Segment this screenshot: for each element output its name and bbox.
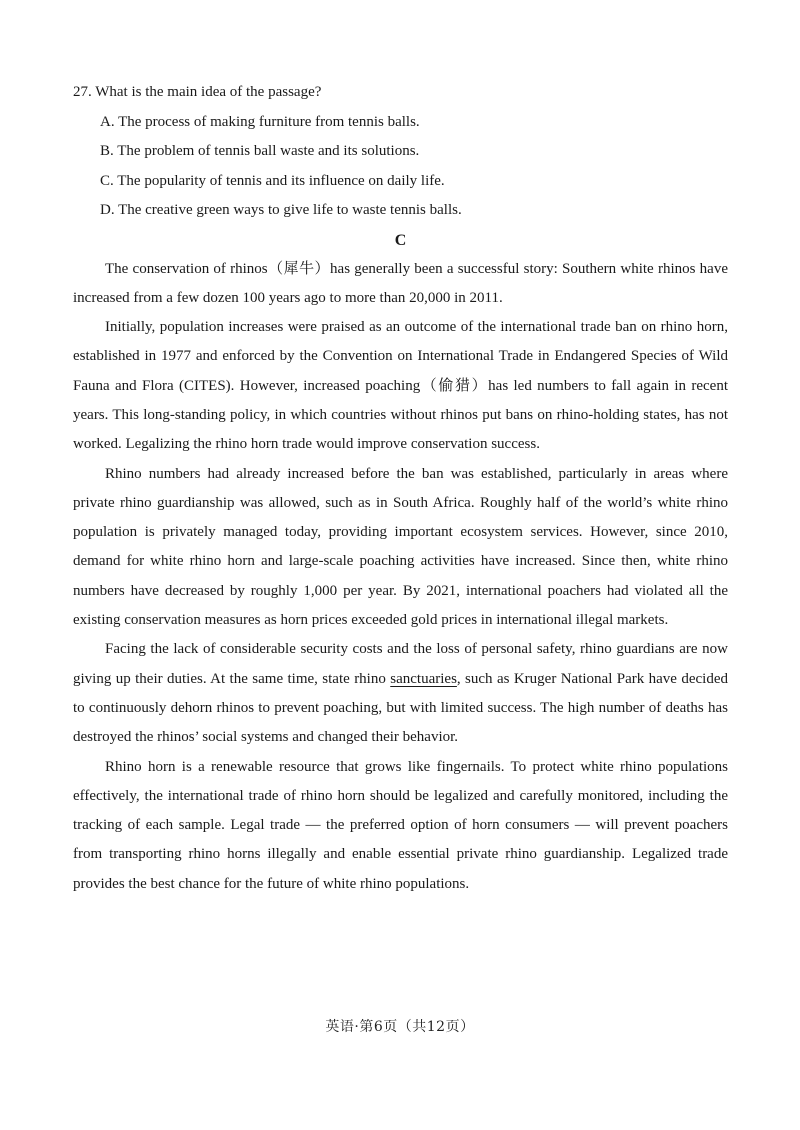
- question-27: [73, 78, 728, 226]
- option-b: [73, 137, 728, 167]
- underlined-word-sanctuaries: sanctuaries: [390, 670, 457, 687]
- option-text: The creative green ways to give life to waste tennis balls.: [118, 202, 462, 218]
- question-text: What is the main idea of the passage?: [95, 84, 322, 100]
- paragraph-4-after: , such as Kruger National Park have decided to continuously dehorn rhinos to prevent poaching, but with limited success. The high number of deaths has destroyed the rhinos’ social systems and changed their behavior.: [73, 670, 729, 746]
- paragraph-1: The conservation of rhinos（犀牛）has generally been a successful story: Southern white rhinos have increased from a few dozen 100 years ago to more than 20,000 in 2011.: [73, 260, 728, 306]
- option-label: A.: [100, 113, 115, 130]
- page-footer: 英语·第6页（共12页）: [325, 1019, 475, 1035]
- option-label: C.: [100, 172, 114, 189]
- question-stem: [73, 78, 728, 108]
- paragraph-5: Rhino horn is a renewable resource that grows like fingernails. To protect white rhino populations effectively, the international trade of rhino horn should be legalized and carefully monitored, including the tracking of each sample. Legal trade — the preferred option of horn consumers — will prevent poachers from transporting rhino horns illegally and enable essential private rhino guardianship. Legalized trade provides the best chance for the future of white rhino populations.: [73, 758, 728, 892]
- option-a: [73, 108, 728, 138]
- option-label: D.: [100, 202, 115, 218]
- option-text: The process of making furniture from tennis balls.: [118, 113, 420, 130]
- option-text: The popularity of tennis and its influence on daily life.: [117, 172, 445, 189]
- option-d: [73, 196, 728, 226]
- question-number: 27.: [73, 84, 92, 100]
- option-label: B.: [100, 143, 114, 159]
- passage-section-heading: C: [394, 231, 407, 249]
- option-text: The problem of tennis ball waste and its solutions.: [117, 143, 420, 159]
- paragraph-3: Rhino numbers had already increased before the ban was established, particularly in areas where private rhino guardianship was allowed, such as in South Africa. Roughly half of the world’s white rhino population is privately managed today, providing important ecosystem services. However, since 2010, demand for white rhino horn and large-scale poaching activities have increased. Since then, white rhino numbers have decreased by roughly 1,000 per year. By 2021, international poachers had violated all the existing conservation measures as horn prices exceeded gold prices in international illegal markets.: [73, 465, 728, 629]
- paragraph-4-before: Facing the lack of considerable security costs and the loss of personal safety, rhino guardians are now giving up their duties. At the same time, state rhino: [73, 641, 728, 687]
- passage-c: [73, 255, 728, 900]
- paragraph-4: [73, 635, 728, 752]
- exam-page: [73, 78, 728, 899]
- option-c: [73, 167, 728, 197]
- paragraph-2: Initially, population increases were praised as an outcome of the international trade ban on rhino horn, established in 1977 and enforced by the Convention on International Trade in Endangered Species of Wild Fauna and Flora (CITES). However, increased poaching（偷猎）has led numbers to fall again in recent years. This long-standing policy, in which countries without rhinos put bans on rhino-holding states, has not worked. Legalizing the rhino horn trade would improve conservation success.: [73, 319, 728, 453]
